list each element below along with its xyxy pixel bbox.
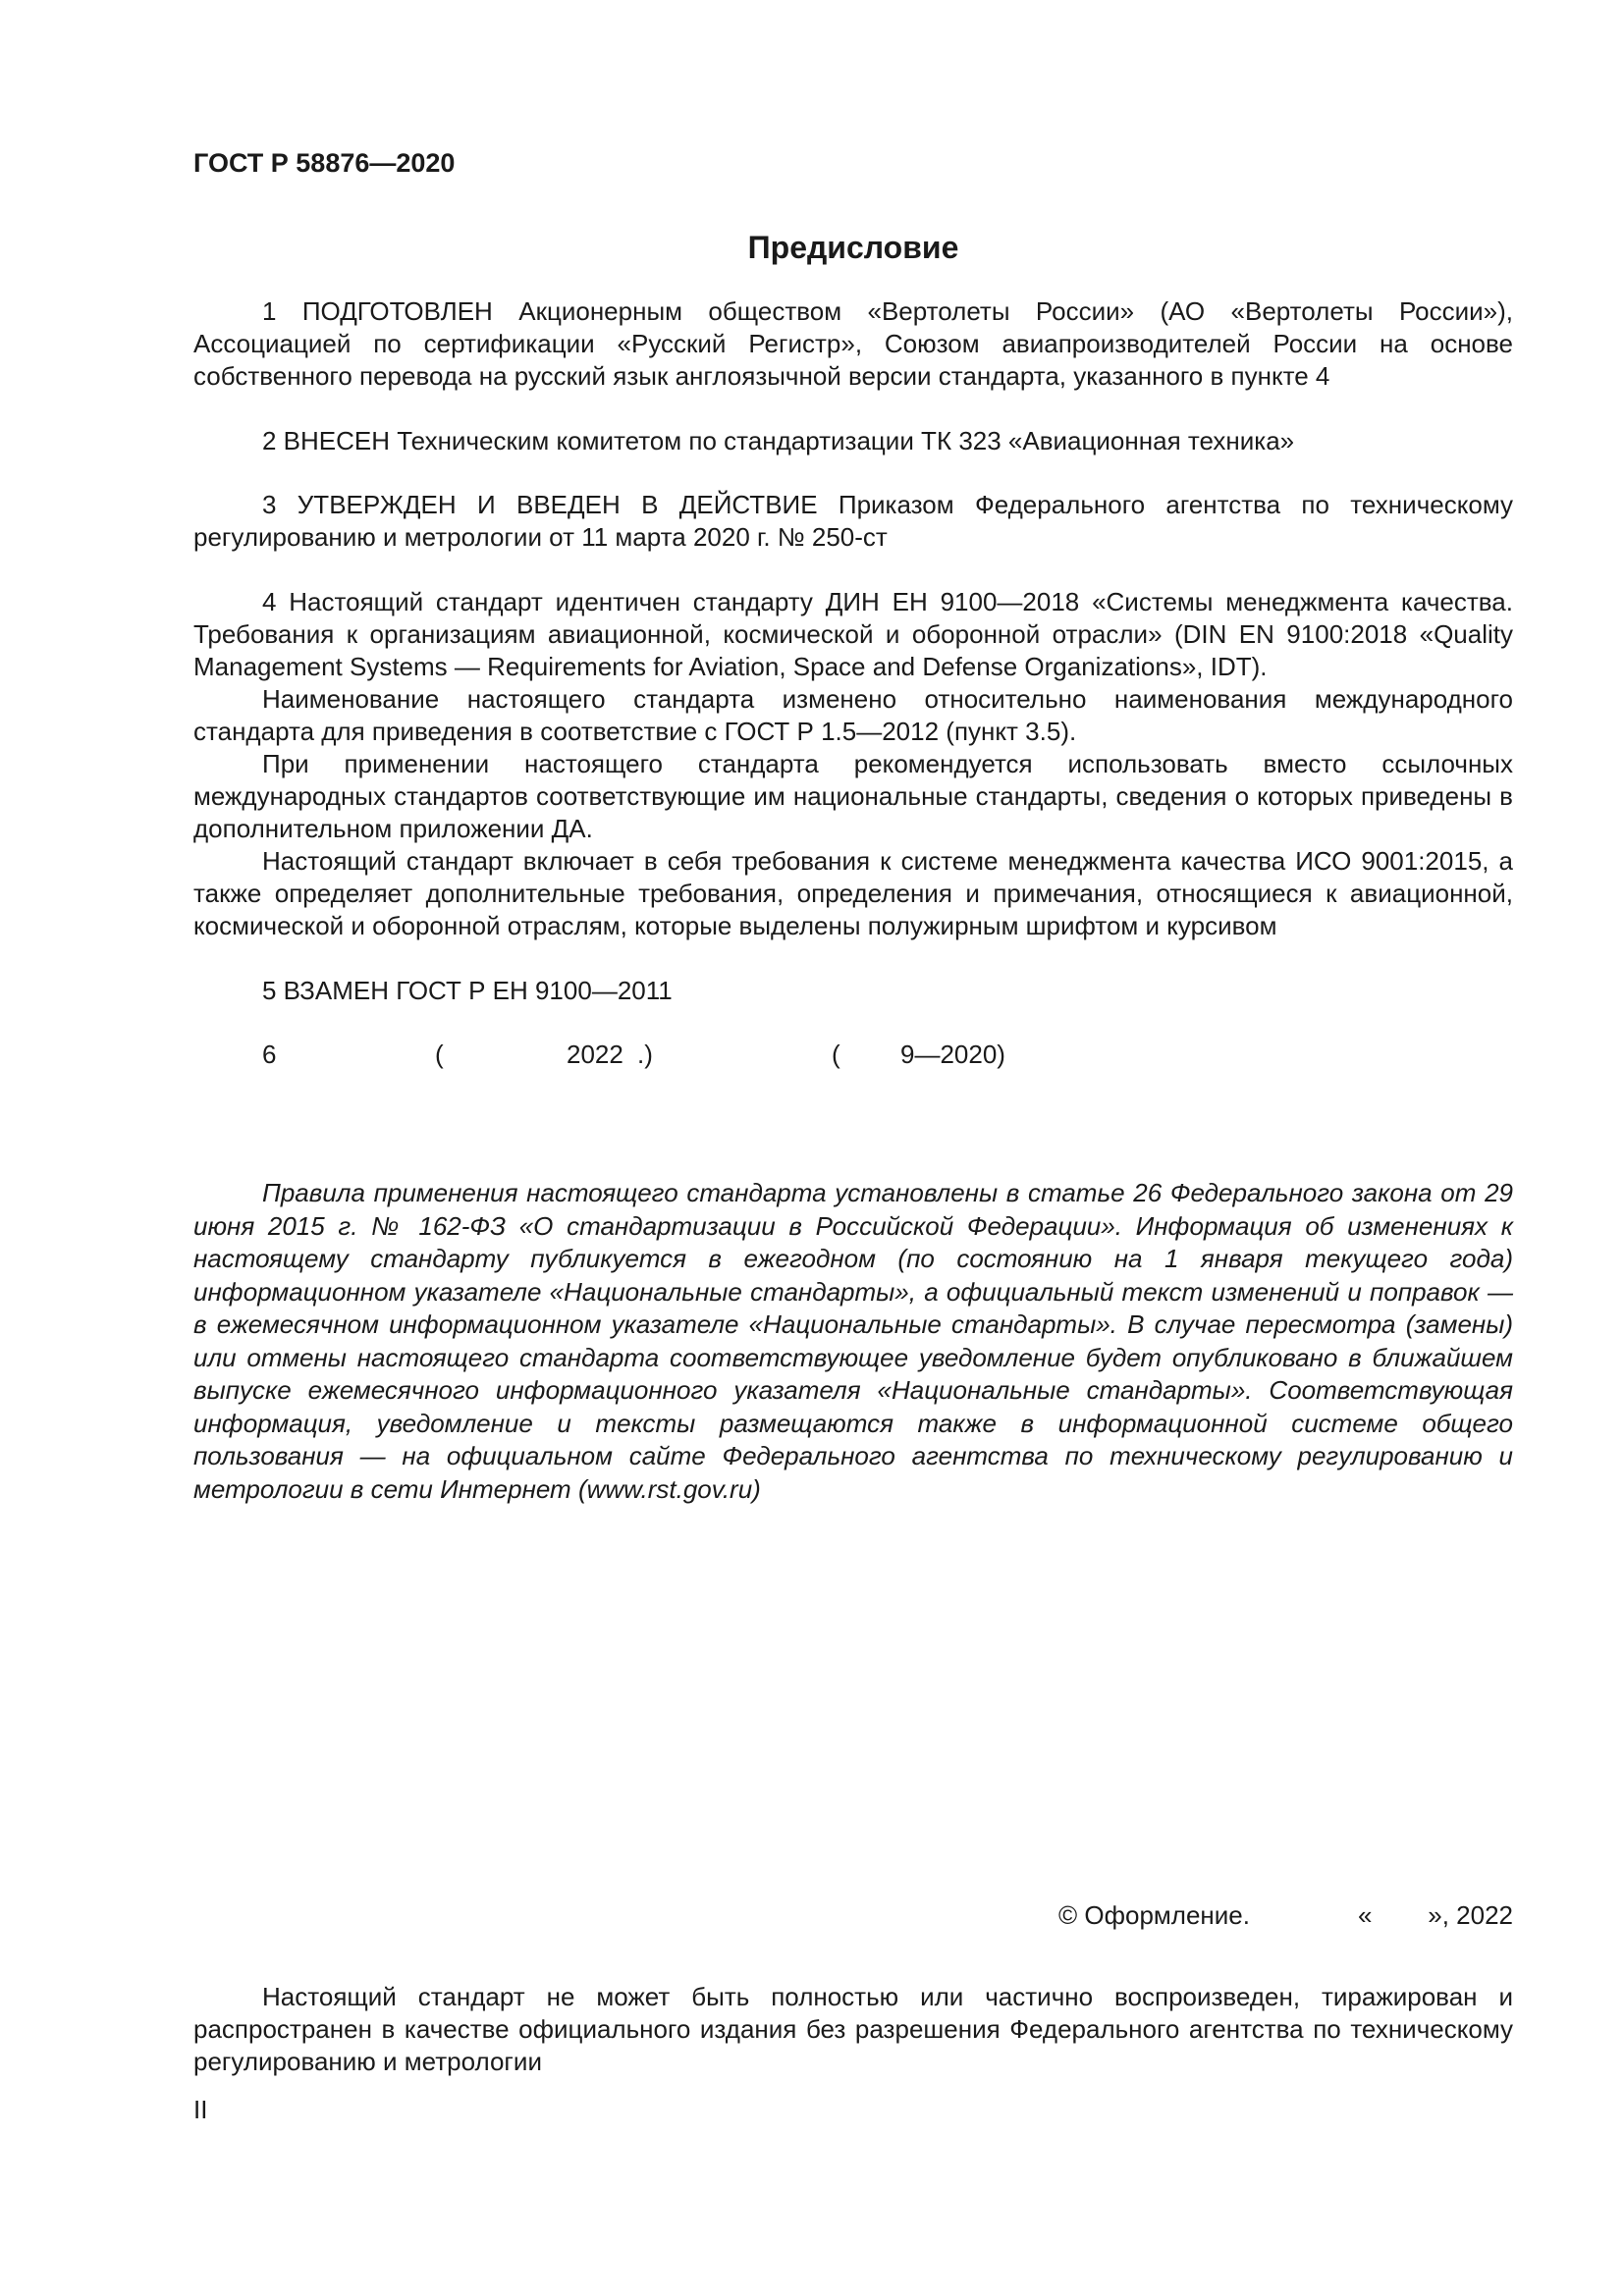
foreword-item-6	[262, 1039, 1146, 1071]
item-6-paren-open-2: (	[832, 1040, 840, 1069]
copyright-quote-close-year: », 2022	[1428, 1900, 1513, 1930]
item-6-year: 2022	[567, 1040, 623, 1069]
foreword-item-2: 2 ВНЕСЕН Техническим комитетом по стандартизации ТК 323 «Авиационная техника»	[262, 426, 1295, 455]
copyright-quote-open: «	[1358, 1900, 1373, 1930]
application-notice: Правила применения настоящего стандарта установлены в статье 26 Федерального закона от 29 июня 2015 г. № 162-ФЗ «О стандартизации в Российской Федерации». Информация об изменениях к настоящему стандарту публикуется в ежегодном (по состоянию на 1 января текущего года) информационном указателе «Национальные стандарты», а официальный текст изменений и поправок — в ежемесячном информационном указателе «Национальные стандарты». В случае пересмотра (замены) или отмены настоящего стандарта соответствующее уведомление будет опубликовано в ближайшем выпуске ежемесячного информационного указателя «Национальные стандарты». Соответствующая информация, уведомление и тексты размещаются также в информационной системе общего пользования — на официальном сайте Федерального агентства по техническому регулированию и метрологии в сети Интернет (www.rst.gov.ru)	[193, 1178, 1513, 1504]
document-id: ГОСТ Р 58876—2020	[193, 148, 456, 178]
item-6-code: 9—2020)	[900, 1040, 1005, 1069]
foreword-item-4-paragraph-1: 4 Настоящий стандарт идентичен стандарту ДИН ЕН 9100—2018 «Системы менеджмента качества. Требования к организациям авиационной, космической и оборонной отрасли» (DIN EN 9100:2018 «Quality Management Systems — Requirements for Aviation, Space and Defense Organizations», IDT).	[193, 587, 1513, 681]
foreword-item-4-paragraph-4: Настоящий стандарт включает в себя требования к системе менеджмента качества ИСО 9001:2015, а также определяет дополнительные требования, определения и примечания, относящиеся к авиационной, космической и оборонной отраслям, которые выделены полужирным шрифтом и курсивом	[193, 846, 1513, 940]
foreword-item-4-paragraph-2: Наименование настоящего стандарта изменено относительно наименования международного стандарта для приведения в соответствие с ГОСТ Р 1.5—2012 (пункт 3.5).	[193, 684, 1513, 746]
foreword-item-3: 3 УТВЕРЖДЕН И ВВЕДЕН В ДЕЙСТВИЕ Приказом Федерального агентства по техническому регулированию и метрологии от 11 марта 2020 г. № 250-ст	[193, 490, 1513, 552]
item-6-dot-paren: .)	[637, 1040, 653, 1069]
foreword-item-1: 1 ПОДГОТОВЛЕН Акционерным обществом «Вертолеты России» (АО «Вертолеты России»), Ассоциацией по сертификации «Русский Регистр», Союзом авиапроизводителей России на основе собственного перевода на русский язык англоязычной версии стандарта, указанного в пункте 4	[193, 296, 1513, 391]
foreword-item-4-paragraph-3: При применении настоящего стандарта рекомендуется использовать вместо ссылочных международных стандартов соответствующие им национальные стандарты, сведения о которых приведены в дополнительном приложении ДА.	[193, 749, 1513, 843]
foreword-item-5: 5 ВЗАМЕН ГОСТ Р ЕН 9100—2011	[262, 976, 673, 1005]
copyright-line	[982, 1899, 1513, 1932]
item-6-paren-open: (	[435, 1040, 444, 1069]
page-title: Предисловие	[747, 230, 959, 265]
reproduction-notice: Настоящий стандарт не может быть полностью или частично воспроизведен, тиражирован и распространен в качестве официального издания без разрешения Федерального агентства по техническому регулированию и метрологии	[193, 1982, 1513, 2076]
item-6-number: 6	[262, 1040, 277, 1069]
copyright-prefix: © Оформление.	[1058, 1900, 1250, 1930]
page-number: II	[193, 2095, 208, 2124]
